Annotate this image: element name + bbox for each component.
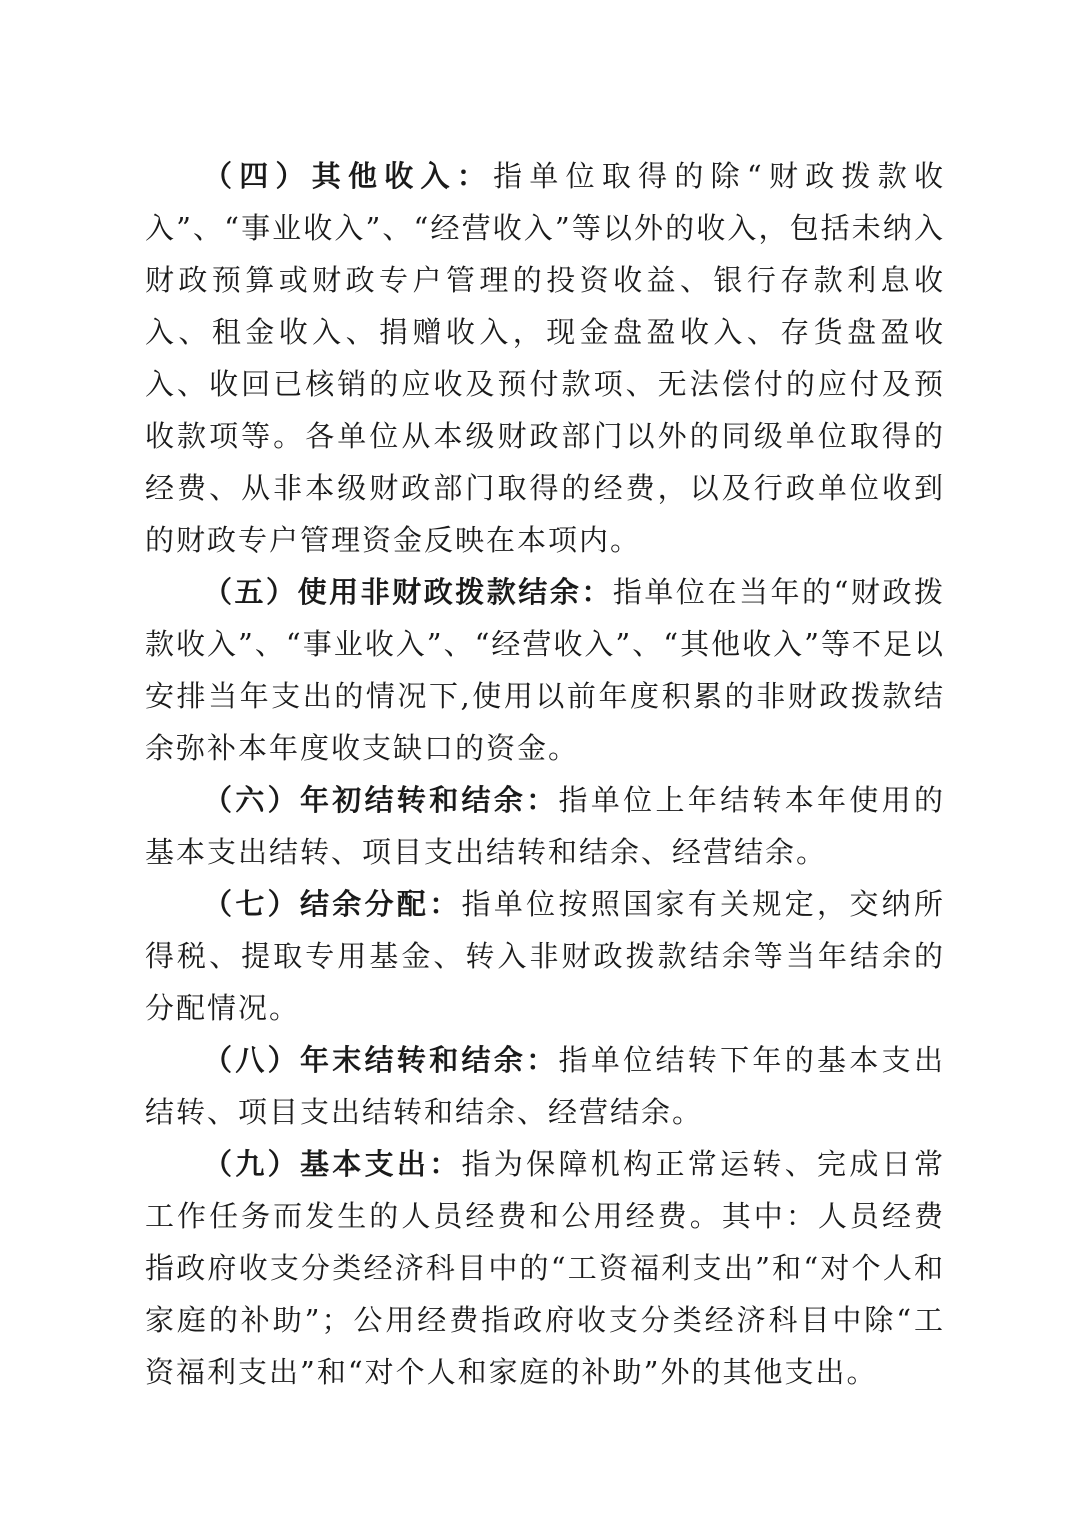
term-definition: 指单位按照国家有关规定，交纳所得税、提取专用基金、转入非财政拨款结余等当年结余的分配情况。 — [145, 887, 945, 1025]
document-body — [145, 150, 945, 1398]
term-definition: 指单位上年结转本年使用的基本支出结转、项目支出结转和结余、经营结余。 — [145, 783, 945, 869]
paragraph-closing-balance — [145, 1034, 945, 1138]
term-definition: 指单位在当年的“财政拨款收入”、“事业收入”、“经营收入”、“其他收入”等不足以安排当年支出的情况下,使用以前年度积累的非财政拨款结余弥补本年度收支缺口的资金。 — [145, 575, 945, 765]
paragraph-opening-balance — [145, 774, 945, 878]
term-heading: （六）年初结转和结余： — [203, 783, 559, 817]
term-heading: （九）基本支出： — [203, 1147, 462, 1181]
term-heading: （五）使用非财政拨款结余： — [203, 575, 613, 609]
paragraph-basic-expenditure — [145, 1138, 945, 1398]
paragraph-other-income — [145, 150, 945, 566]
term-heading: （七）结余分配： — [203, 887, 462, 921]
term-definition: 指单位结转下年的基本支出结转、项目支出结转和结余、经营结余。 — [145, 1043, 945, 1129]
term-definition: 指单位取得的除“财政拨款收入”、“事业收入”、“经营收入”等以外的收入，包括未纳入财政预算或财政专户管理的投资收益、银行存款利息收入、租金收入、捐赠收入，现金盘盈收入、存货盘盈收入、收回已核销的应收及预付款项、无法偿付的应付及预收款项等。各单位从本级财政部门以外的同级单位取得的经费、从非本级财政部门取得的经费，以及行政单位收到的财政专户管理资金反映在本项内。 — [145, 159, 945, 557]
paragraph-surplus-distribution — [145, 878, 945, 1034]
paragraph-non-fiscal-surplus — [145, 566, 945, 774]
term-definition: 指为保障机构正常运转、完成日常工作任务而发生的人员经费和公用经费。其中：人员经费指政府收支分类经济科目中的“工资福利支出”和“对个人和家庭的补助”；公用经费指政府收支分类经济科目中除“工资福利支出”和“对个人和家庭的补助”外的其他支出。 — [145, 1147, 945, 1389]
term-heading: （四）其他收入： — [203, 159, 494, 193]
term-heading: （八）年末结转和结余： — [203, 1043, 559, 1077]
